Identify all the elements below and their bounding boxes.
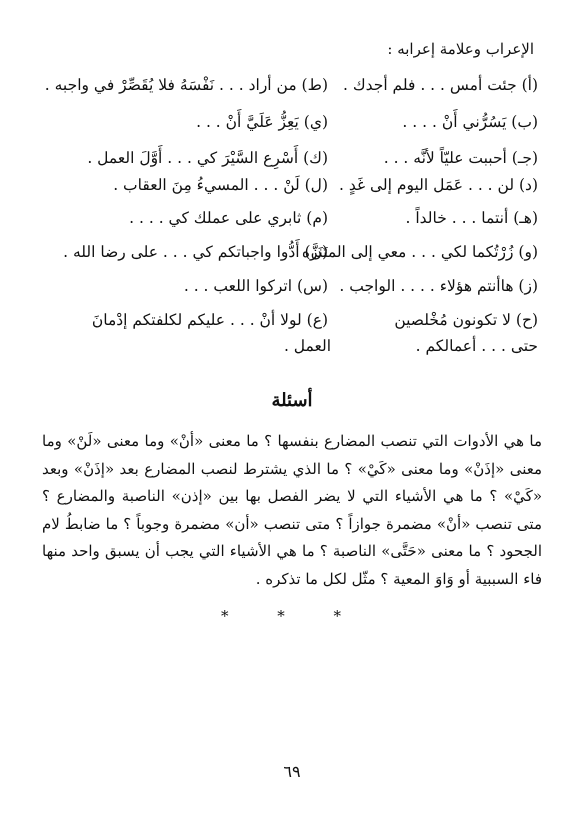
section-heading: أسئلة [271,390,313,411]
exercise-item: (ب) يَسُرُّني أَنْ . . . . [402,113,538,131]
section-divider-stars: * * * [220,607,364,625]
exercise-row [48,143,538,173]
exercise-row [48,203,538,233]
exercise-item: (جـ) أحببت عليّاً لأنَّه . . . [383,149,538,167]
exercise-item: (س) اتركوا اللعب . . . [183,277,328,295]
exercise-row [48,237,538,267]
exercise-row [48,271,538,301]
exercise-item: (م) ثابري على عملك كي . . . . [129,209,328,227]
questions-paragraph [42,428,542,593]
exercise-item: (و) زُرْتُكما لكي . . . معي إلى المتَنَزَّه [301,243,538,261]
question-line: الجحود ؟ ما معنى «حَتَّى» الناصبة ؟ ما هي الأشياء التي يجب أن يسبق واحد منها [42,542,542,560]
question-line: فاء السببية أو وَاوَ المعية ؟ مثّل لكل ما تذكره . [255,569,542,588]
exercise-intro: الإعراب وعلامة إعرابه : [387,40,534,58]
page-number: ٦٩ [283,762,301,781]
exercise-item: (ع) لولا أنْ . . . عليكم لكلفتكم إدْمانَ [91,311,328,329]
exercise-row [48,170,538,200]
exercise-item: (ل) لَنْ . . . المسيءُ مِنَ العقاب . [113,176,328,194]
exercise-item: (ط) من أراد . . . نَفْسَهُ فلا يُقَصِّرْ في واجبه . [44,76,328,94]
exercise-item: (أ) جئت أمس . . . فلم أجدك . [342,76,538,94]
exercise-item: (ز) هاأنتم هؤلاء . . . . الواجب . [339,277,538,295]
exercise-row [44,70,538,100]
exercise-item: (د) لن . . . عَمَل اليوم إلى غَدٍ . [338,176,538,194]
question-line: ما هي الأدوات التي تنصب المضارع بنفسها ؟ ما معنى «أنْ» وما معنى «لَنْ» [67,432,542,450]
exercise-item: (ن) أَدُّوا واجباتكم كي . . . على رضا الله . [63,243,328,261]
exercise-continuation: العمل . [283,337,331,355]
exercise-item: (ك) أَسْرِع السَّيْرَ كي . . . أَوَّلَ العمل . [87,149,328,167]
question-line: وما معنى «إذَنْ» وما معنى «كَيْ» ؟ ما الذي يشترط لنصب المضارع بعد «إذَنْ» وبعد [42,432,542,478]
exercise-row [48,305,538,335]
exercise-item: (ي) يَعِزُّ عَلَيَّ أَنْ . . . [196,113,328,131]
exercise-row [48,107,538,137]
question-line: «كَيْ» ؟ ما هي الأشياء التي لا يضر الفصل بها بين «إذن» الناصبة والمضارع ؟ متى [42,487,542,533]
exercise-item: (هـ) أنتما . . . خالداً . [405,209,538,227]
exercise-continuation: حتى . . . أعمالكم . [415,337,538,355]
question-line: تنصب «أنْ» مضمرة جوازاً ؟ متى تنصب «أن» مضمرة وجوباً ؟ ما ضابطُ لام [42,514,512,533]
exercise-item: (ح) لا تكونون مُخْلصين [394,311,538,329]
